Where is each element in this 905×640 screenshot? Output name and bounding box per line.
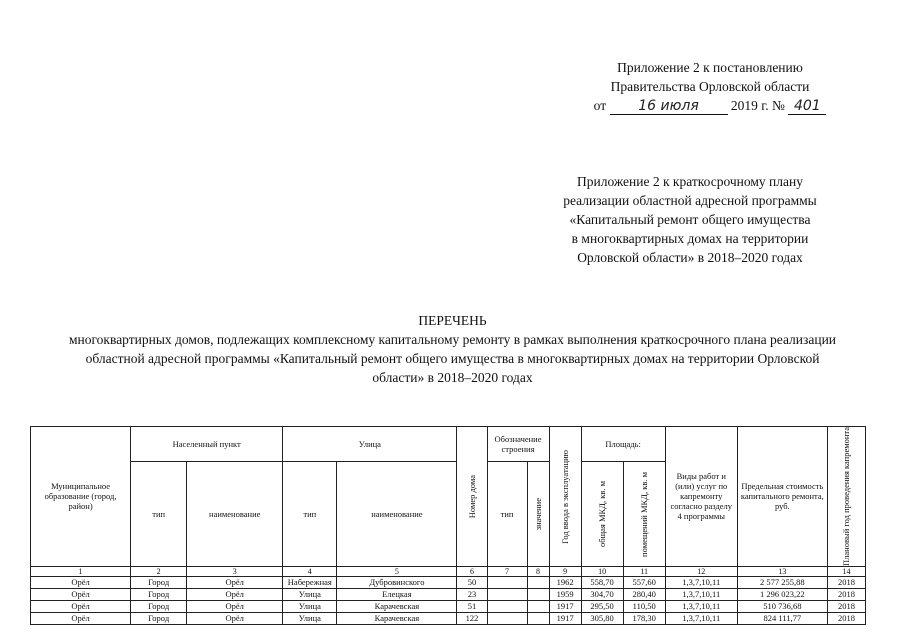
header-settlement: Населенный пункт bbox=[131, 427, 283, 462]
cell-building-significance bbox=[527, 588, 549, 600]
appendix-1-block bbox=[560, 58, 860, 115]
cell-settlement-name: Орёл bbox=[187, 612, 283, 624]
title-line: области» в 2018–2020 годах bbox=[372, 370, 533, 385]
appendix-2-line: «Капитальный ремонт общего имущества bbox=[569, 212, 811, 227]
header-house-number: Номер дома bbox=[457, 427, 487, 567]
appendix-2-block bbox=[540, 172, 840, 267]
cell-street-type: Улица bbox=[283, 588, 337, 600]
header-plan-year: Плановый год проведения капремонта bbox=[827, 427, 865, 567]
cell-cost: 1 296 023,22 bbox=[737, 588, 827, 600]
handwritten-date: 16 июля bbox=[610, 99, 728, 115]
cell-cost: 2 577 255,88 bbox=[737, 576, 827, 588]
table-row bbox=[31, 576, 866, 588]
cell-building-type bbox=[487, 576, 527, 588]
header-area-premises: помещений МКД, кв. м bbox=[623, 462, 665, 567]
cell-street-type: Набережная bbox=[283, 576, 337, 588]
cell-area-premises: 178,30 bbox=[623, 612, 665, 624]
cell-works: 1,3,7,10,11 bbox=[665, 612, 737, 624]
table-row bbox=[31, 588, 866, 600]
cell-building-significance bbox=[527, 576, 549, 588]
cell-settlement-name: Орёл bbox=[187, 588, 283, 600]
handwritten-number: 401 bbox=[788, 99, 826, 115]
appendix-2-line: Орловской области» в 2018–2020 годах bbox=[577, 250, 803, 265]
houses-table bbox=[30, 426, 866, 625]
cell-works: 1,3,7,10,11 bbox=[665, 600, 737, 612]
column-number: 6 bbox=[457, 566, 487, 576]
header-year-built: Год ввода в эксплуатацию bbox=[549, 427, 581, 567]
header-works: Виды работ и (или) услуг по капремонту согласно разделу 4 программы bbox=[665, 427, 737, 567]
cell-settlement-name: Орёл bbox=[187, 600, 283, 612]
document-title bbox=[20, 311, 885, 387]
cell-house-number: 122 bbox=[457, 612, 487, 624]
cell-settlement-type: Город bbox=[131, 600, 187, 612]
header-cost: Предельная стоимость капитального ремонта, руб. bbox=[737, 427, 827, 567]
cell-works: 1,3,7,10,11 bbox=[665, 588, 737, 600]
header-building-type: тип bbox=[487, 462, 527, 567]
cell-plan-year: 2018 bbox=[827, 588, 865, 600]
cell-plan-year: 2018 bbox=[827, 612, 865, 624]
cell-street-type: Улица bbox=[283, 612, 337, 624]
header-building-significance: значение bbox=[527, 462, 549, 567]
cell-settlement-type: Город bbox=[131, 588, 187, 600]
title-line: многоквартирных домов, подлежащих комплексному капитальному ремонту в рамках выполнения краткосрочного плана реализации bbox=[68, 332, 837, 347]
cell-municipality: Орёл bbox=[31, 588, 131, 600]
column-number: 1 bbox=[31, 566, 131, 576]
column-number: 10 bbox=[581, 566, 623, 576]
cell-settlement-type: Город bbox=[131, 612, 187, 624]
header-street-type: тип bbox=[283, 462, 337, 567]
cell-area-total: 558,70 bbox=[581, 576, 623, 588]
header-street-name: наименование bbox=[337, 462, 457, 567]
appendix-2-line: в многоквартирных домах на территории bbox=[571, 231, 809, 246]
cell-year-built: 1917 bbox=[549, 600, 581, 612]
cell-building-type bbox=[487, 600, 527, 612]
header-municipality: Муниципальное образование (город, район) bbox=[31, 427, 131, 567]
column-number: 3 bbox=[187, 566, 283, 576]
appendix-2-line: реализации областной адресной программы bbox=[563, 193, 817, 208]
title-line: областной адресной программы «Капитальный ремонт общего имущества в многоквартирных домах на территории Орловской bbox=[85, 351, 820, 366]
header-area-total: общая МКД, кв. м bbox=[581, 462, 623, 567]
cell-building-type bbox=[487, 612, 527, 624]
cell-street-name: Карачевская bbox=[337, 600, 457, 612]
cell-area-premises: 557,60 bbox=[623, 576, 665, 588]
cell-year-built: 1917 bbox=[549, 612, 581, 624]
header-building: Обозначение строения bbox=[487, 427, 549, 462]
cell-house-number: 23 bbox=[457, 588, 487, 600]
cell-street-name: Дубровинского bbox=[337, 576, 457, 588]
cell-year-built: 1962 bbox=[549, 576, 581, 588]
cell-cost: 824 111,77 bbox=[737, 612, 827, 624]
cell-works: 1,3,7,10,11 bbox=[665, 576, 737, 588]
cell-area-premises: 280,40 bbox=[623, 588, 665, 600]
table-row bbox=[31, 600, 866, 612]
column-numbers-row bbox=[31, 566, 866, 576]
cell-municipality: Орёл bbox=[31, 600, 131, 612]
cell-street-type: Улица bbox=[283, 600, 337, 612]
column-number: 14 bbox=[827, 566, 865, 576]
year-label: 2019 г. № bbox=[730, 98, 785, 113]
cell-plan-year: 2018 bbox=[827, 576, 865, 588]
cell-area-premises: 110,50 bbox=[623, 600, 665, 612]
appendix-1-line2: Правительства Орловской области bbox=[610, 79, 810, 94]
from-label: от bbox=[593, 98, 607, 113]
column-number: 13 bbox=[737, 566, 827, 576]
cell-settlement-name: Орёл bbox=[187, 576, 283, 588]
header-row-1 bbox=[31, 427, 866, 462]
cell-house-number: 50 bbox=[457, 576, 487, 588]
header-settlement-name: наименование bbox=[187, 462, 283, 567]
header-street: Улица bbox=[283, 427, 457, 462]
table-row bbox=[31, 612, 866, 624]
cell-area-total: 304,70 bbox=[581, 588, 623, 600]
column-number: 12 bbox=[665, 566, 737, 576]
cell-house-number: 51 bbox=[457, 600, 487, 612]
decree-date-line bbox=[560, 96, 860, 115]
cell-plan-year: 2018 bbox=[827, 600, 865, 612]
cell-building-type bbox=[487, 588, 527, 600]
column-number: 8 bbox=[527, 566, 549, 576]
appendix-1-line1: Приложение 2 к постановлению bbox=[617, 60, 803, 75]
cell-settlement-type: Город bbox=[131, 576, 187, 588]
cell-municipality: Орёл bbox=[31, 576, 131, 588]
appendix-2-line: Приложение 2 к краткосрочному плану bbox=[577, 174, 803, 189]
column-number: 9 bbox=[549, 566, 581, 576]
cell-street-name: Елецкая bbox=[337, 588, 457, 600]
column-number: 2 bbox=[131, 566, 187, 576]
cell-building-significance bbox=[527, 600, 549, 612]
column-number: 4 bbox=[283, 566, 337, 576]
header-settlement-type: тип bbox=[131, 462, 187, 567]
column-number: 11 bbox=[623, 566, 665, 576]
cell-year-built: 1959 bbox=[549, 588, 581, 600]
cell-area-total: 295,50 bbox=[581, 600, 623, 612]
cell-municipality: Орёл bbox=[31, 612, 131, 624]
cell-cost: 510 736,68 bbox=[737, 600, 827, 612]
cell-area-total: 305,80 bbox=[581, 612, 623, 624]
column-number: 7 bbox=[487, 566, 527, 576]
header-area: Площадь: bbox=[581, 427, 665, 462]
column-number: 5 bbox=[337, 566, 457, 576]
title-heading: ПЕРЕЧЕНЬ bbox=[418, 313, 487, 328]
cell-street-name: Карачевская bbox=[337, 612, 457, 624]
cell-building-significance bbox=[527, 612, 549, 624]
